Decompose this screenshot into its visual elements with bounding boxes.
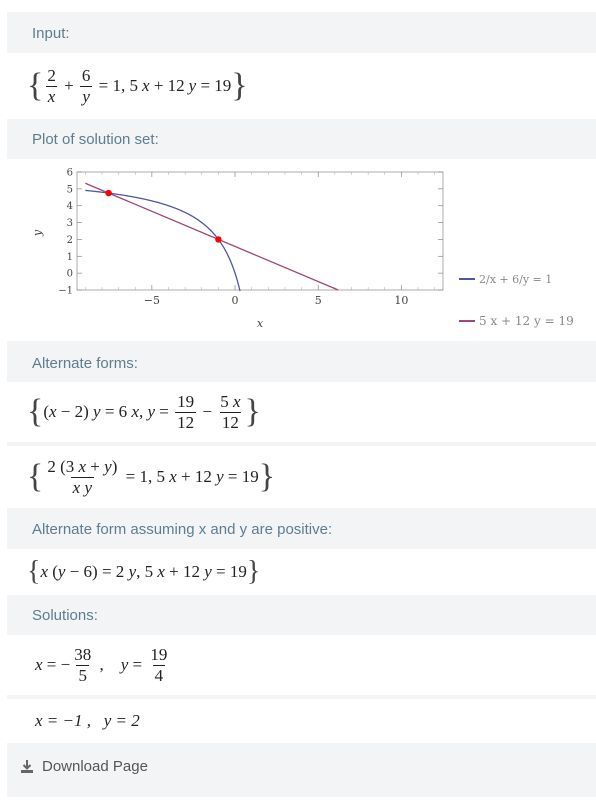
input-expression: { $\frac{2}{x}$ + $\frac{6}{y}$ = 1, 5 x + 12 y = 19 } [27, 65, 248, 106]
alternate-forms-title: Alternate forms: [32, 355, 138, 372]
download-page-link[interactable] [20, 758, 148, 775]
x-tick-label: 10 [394, 294, 409, 307]
y-axis-label: y [31, 229, 44, 237]
x-axis-label: x [256, 317, 264, 330]
alternate-form-2-expression: { $\frac{2 (3 x + y)}{\text{x y}}$ = 1, 5 x + 12 y = 19 } [27, 456, 276, 497]
solution-2-expression: x = −1 , y = 2 [35, 711, 140, 730]
input-pod [7, 53, 596, 119]
plot-pod [7, 159, 596, 341]
solution-2 [7, 699, 596, 743]
y-tick-label: 3 [66, 218, 73, 230]
alternate-positive-pod [7, 549, 596, 595]
series-line-linear [85, 183, 338, 290]
y-tick-label: 6 [66, 167, 73, 179]
alternate-positive-expression: { x ( y − 6) = 2 y , 5 x + 12 y = 19 } [27, 556, 261, 587]
alternate-positive-title: Alternate form assuming x and y are positive: [32, 521, 333, 538]
alternate-form-1 [7, 382, 596, 442]
legend [459, 273, 574, 328]
y-tick-label: −1 [58, 285, 73, 297]
y-tick-label: 5 [66, 184, 73, 196]
solution-point [105, 190, 111, 196]
plot-frame [77, 172, 443, 290]
plot-pod-title: Plot of solution set: [32, 131, 159, 148]
y-tick-label: 4 [66, 201, 73, 213]
x-tick-label: −5 [143, 294, 160, 307]
alternate-form-1-expression: { ( x − 2) y = 6 x , y = $\frac{19}{12}$ − $\frac{5 x}{12}$ } [27, 391, 261, 432]
x-tick-label: 0 [231, 294, 239, 307]
input-pod-title: Input: [32, 25, 70, 42]
alternate-form-2 [7, 446, 596, 508]
legend-label-rational: 2/x + 6/y = 1 [479, 273, 553, 286]
legend-label-linear: 5 x + 12 y = 19 [479, 314, 574, 328]
x-tick-label: 5 [314, 294, 322, 307]
solution-1-expression: x = − $\frac{38}{5}$ , y = $\frac{19}{4}$ [35, 644, 168, 685]
plot-ticks [77, 172, 443, 290]
y-tick-label: 0 [66, 268, 73, 280]
solution-1 [7, 635, 596, 695]
solution-plot [7, 159, 596, 341]
y-tick-label: 2 [66, 234, 73, 246]
plot-tick-labels [58, 168, 408, 308]
download-page-label: Download Page [42, 758, 148, 775]
y-tick-label: 1 [66, 251, 73, 263]
solution-point [215, 236, 221, 242]
download-icon [20, 759, 34, 774]
solutions-title: Solutions: [32, 607, 98, 624]
